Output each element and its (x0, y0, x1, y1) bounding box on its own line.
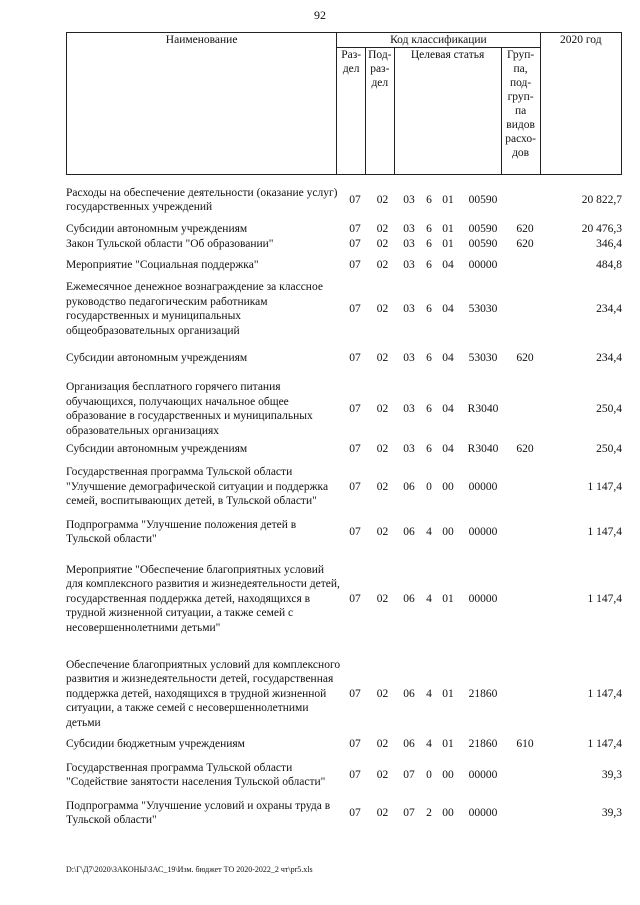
row-target-1: 03 (403, 302, 415, 315)
row-amount: 20 476,3 (581, 223, 622, 236)
row-name: Субсидии бюджетным учреждениям (66, 738, 245, 751)
row-name: Подпрограмма "Улучшение условий и охраны труда в Тульской области" (66, 799, 331, 826)
row-name: Субсидии автономным учреждениям (66, 351, 248, 364)
row-group: 620 (516, 351, 534, 364)
table-row (66, 278, 622, 340)
row-podrazdel: 02 (376, 525, 389, 538)
row-name: Организация бесплатного горячего питания обучающихся, получающих начальное общее образование в государственных и муниципальных образовательных организациях (66, 381, 313, 437)
row-amount: 484,8 (596, 258, 622, 271)
row-target-3: 04 (442, 351, 454, 364)
row-amount: 234,4 (596, 351, 622, 364)
table-row (66, 376, 622, 442)
row-target-4: 00000 (468, 806, 498, 819)
row-target-3: 04 (442, 443, 454, 456)
row-target-1: 03 (403, 258, 415, 271)
row-target-2: 6 (426, 443, 432, 456)
row-name: Расходы на обеспечение деятельности (оказание услуг) государственных учреждений (66, 186, 338, 213)
row-razdel: 07 (349, 525, 361, 538)
row-razdel: 07 (349, 738, 361, 751)
row-podrazdel: 02 (376, 302, 389, 315)
row-amount: 250,4 (596, 443, 622, 456)
row-target-2: 6 (426, 351, 432, 364)
page-number: 92 (314, 8, 326, 22)
table-row (66, 752, 622, 798)
row-target-3: 04 (442, 302, 454, 315)
row-target-1: 06 (403, 592, 415, 605)
row-name: Субсидии автономным учреждениям (66, 223, 248, 236)
row-group: 620 (516, 443, 534, 456)
table-row (66, 252, 622, 278)
row-podrazdel: 02 (376, 768, 389, 781)
row-target-3: 00 (442, 806, 454, 819)
row-target-4: 00000 (468, 480, 498, 493)
row-target-1: 07 (403, 806, 415, 819)
row-podrazdel: 02 (376, 351, 389, 364)
row-target-2: 6 (426, 223, 432, 236)
row-name: Подпрограмма "Улучшение положения детей в Тульской области" (66, 518, 297, 545)
row-target-3: 04 (442, 258, 454, 271)
table-row (66, 737, 622, 752)
row-target-1: 03 (403, 238, 415, 251)
header-tselevaya: Целевая статья (394, 48, 501, 175)
row-target-4: 00590 (468, 193, 498, 206)
row-amount: 234,4 (596, 302, 622, 315)
row-podrazdel: 02 (376, 238, 389, 251)
row-razdel: 07 (349, 302, 361, 315)
row-amount: 1 147,4 (587, 592, 622, 605)
row-target-2: 6 (426, 258, 432, 271)
row-razdel: 07 (349, 351, 361, 364)
row-target-1: 03 (403, 402, 415, 415)
row-amount: 346,4 (596, 238, 622, 251)
row-target-4: 00000 (468, 525, 498, 538)
row-name: Закон Тульской области "Об образовании" (66, 238, 274, 251)
footer-file-path: D:\Г\Д7\2020\ЗАКОНЫ\ЗАС_19\Изм. бюджет ТО 2020-2022_2 чт\pr5.xls (66, 865, 313, 874)
header-gruppa: Груп-па, под-груп-па видов расхо-дов (501, 48, 540, 175)
table-row (66, 237, 622, 252)
row-target-3: 01 (442, 193, 454, 206)
row-target-3: 00 (442, 525, 454, 538)
row-target-3: 04 (442, 402, 454, 415)
row-podrazdel: 02 (376, 806, 389, 819)
row-amount: 1 147,4 (587, 525, 622, 538)
header-razdel: Раз-дел (337, 48, 366, 175)
row-target-4: 00000 (468, 258, 498, 271)
row-podrazdel: 02 (376, 592, 389, 605)
row-razdel: 07 (349, 806, 361, 819)
table-body (66, 178, 622, 828)
row-razdel: 07 (349, 193, 361, 206)
row-target-4: 00000 (468, 592, 498, 605)
table-row (66, 547, 622, 651)
table-row (66, 457, 622, 517)
header-year: 2020 год (540, 33, 621, 175)
row-razdel: 07 (349, 768, 361, 781)
row-podrazdel: 02 (376, 223, 389, 236)
table-header (66, 32, 622, 175)
row-group: 610 (516, 738, 534, 751)
row-target-1: 06 (403, 525, 415, 538)
table-row (66, 340, 622, 376)
row-target-2: 0 (426, 480, 432, 493)
row-group: 620 (516, 223, 534, 236)
row-razdel: 07 (349, 592, 361, 605)
row-amount: 1 147,4 (587, 480, 622, 493)
table-row (66, 798, 622, 828)
row-target-4: R3040 (467, 402, 499, 415)
row-target-4: R3040 (467, 443, 499, 456)
row-target-1: 03 (403, 223, 415, 236)
header-code-group: Код классификации (337, 33, 540, 48)
row-target-1: 03 (403, 351, 415, 364)
row-amount: 1 147,4 (587, 738, 622, 751)
table-row (66, 442, 622, 457)
row-razdel: 07 (349, 687, 361, 700)
table-row (66, 651, 622, 737)
row-target-3: 00 (442, 768, 454, 781)
row-target-2: 4 (426, 525, 432, 538)
row-target-2: 6 (426, 238, 432, 251)
row-razdel: 07 (349, 223, 361, 236)
row-target-2: 4 (426, 687, 432, 700)
row-name: Мероприятие "Обеспечение благоприятных условий для комплексного развития и жизнедеятельности детей, государственная поддержка детей, находящихся в трудной жизненной ситуации, а также семей с несовершеннолетними детьми" (66, 563, 340, 634)
row-target-3: 01 (442, 687, 454, 700)
row-target-4: 21860 (468, 687, 498, 700)
row-target-1: 06 (403, 687, 415, 700)
row-amount: 20 822,7 (581, 193, 622, 206)
row-podrazdel: 02 (376, 402, 389, 415)
row-amount: 39,3 (601, 806, 622, 819)
row-podrazdel: 02 (376, 738, 389, 751)
row-podrazdel: 02 (376, 480, 389, 493)
table-row (66, 178, 622, 222)
row-target-3: 01 (442, 238, 454, 251)
row-podrazdel: 02 (376, 443, 389, 456)
row-target-1: 03 (403, 193, 415, 206)
row-target-3: 00 (442, 480, 454, 493)
row-target-2: 6 (426, 402, 432, 415)
row-target-1: 03 (403, 443, 415, 456)
row-name: Субсидии автономным учреждениям (66, 443, 248, 456)
row-name: Государственная программа Тульской области "Улучшение демографической ситуации и поддержка семей, воспитывающих детей, в Тульской области" (66, 466, 329, 508)
row-target-1: 06 (403, 480, 415, 493)
table-row (66, 517, 622, 547)
row-razdel: 07 (349, 258, 361, 271)
row-target-4: 53030 (468, 302, 498, 315)
row-razdel: 07 (349, 480, 361, 493)
row-target-2: 6 (426, 193, 432, 206)
row-podrazdel: 02 (376, 193, 389, 206)
row-target-1: 06 (403, 738, 415, 751)
row-target-3: 01 (442, 738, 454, 751)
row-razdel: 07 (349, 443, 361, 456)
header-name: Наименование (67, 33, 337, 175)
row-amount: 39,3 (601, 768, 622, 781)
row-name: Государственная программа Тульской области "Содействие занятости населения Тульской области" (66, 761, 326, 788)
row-name: Обеспечение благоприятных условий для комплексного развития и жизнедеятельности детей, государственная поддержка детей, находящихся в трудной жизненной ситуации, а также семей с несовершеннолетними детьми (66, 658, 341, 729)
row-amount: 1 147,4 (587, 687, 622, 700)
row-target-2: 0 (426, 768, 432, 781)
row-target-2: 4 (426, 592, 432, 605)
row-amount: 250,4 (596, 402, 622, 415)
row-group: 620 (516, 238, 534, 251)
row-podrazdel: 02 (376, 258, 389, 271)
row-razdel: 07 (349, 402, 361, 415)
row-target-2: 2 (426, 806, 432, 819)
row-target-4: 53030 (468, 351, 498, 364)
row-target-4: 00590 (468, 238, 498, 251)
row-target-2: 6 (426, 302, 432, 315)
row-target-2: 4 (426, 738, 432, 751)
row-target-1: 07 (403, 768, 415, 781)
row-target-3: 01 (442, 592, 454, 605)
row-target-4: 00000 (468, 768, 498, 781)
row-podrazdel: 02 (376, 687, 389, 700)
row-target-4: 21860 (468, 738, 498, 751)
table-row (66, 222, 622, 237)
row-name: Мероприятие "Социальная поддержка" (66, 258, 259, 271)
row-target-4: 00590 (468, 223, 498, 236)
row-target-3: 01 (442, 223, 454, 236)
row-name: Ежемесячное денежное вознаграждение за классное руководство педагогическим работникам государственных и муниципальных общеобразовательных организаций (66, 281, 323, 337)
header-podrazdel: Под-раз-дел (366, 48, 394, 175)
row-razdel: 07 (349, 238, 361, 251)
